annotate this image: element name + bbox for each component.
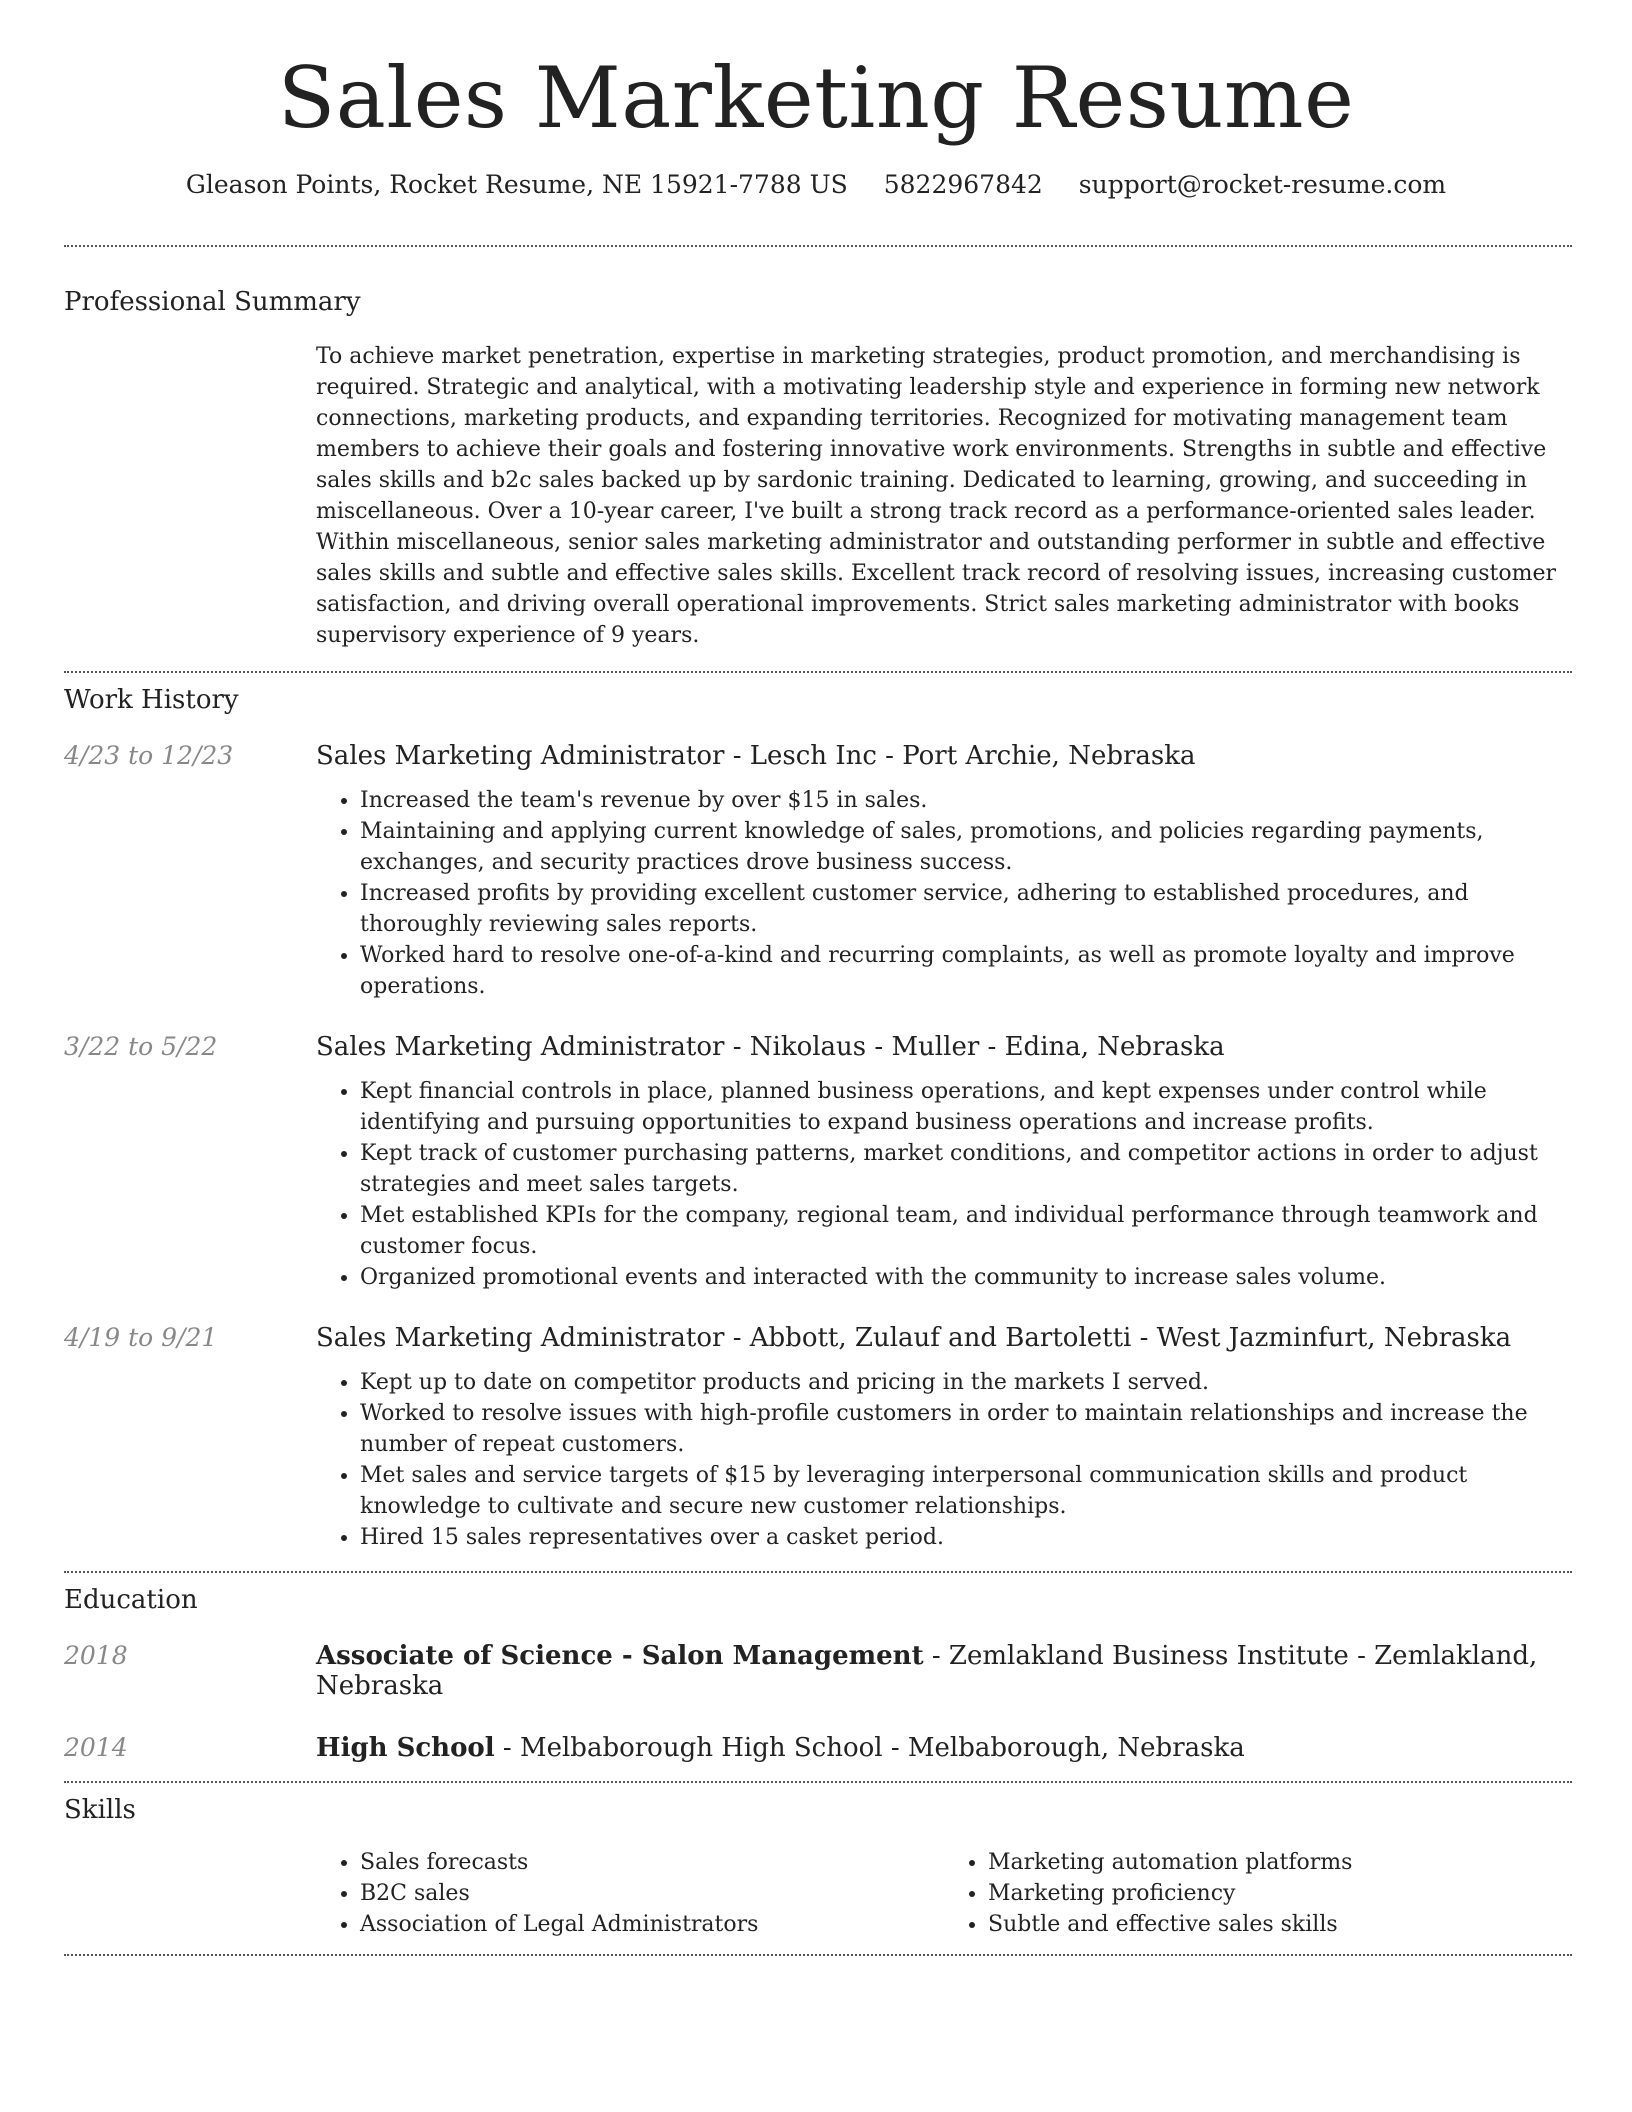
job-bullet: • Met established KPIs for the company, regional team, and individual performance through teamwork and customer focus. xyxy=(360,1200,1572,1262)
job-entry xyxy=(64,741,1572,1002)
job-dates: 4/19 to 9/21 xyxy=(64,1323,218,1353)
summary-section xyxy=(64,247,1572,651)
job-bullets xyxy=(316,785,1572,1002)
contact-line xyxy=(0,170,1632,199)
divider xyxy=(64,1954,1572,1956)
job-bullet: • Maintaining and applying current knowledge of sales, promotions, and policies regarding payments, exchanges, and security practices drove business success. xyxy=(360,816,1572,878)
resume-name: Sales Marketing Resume xyxy=(277,49,1355,147)
job-bullet: • Organized promotional events and interacted with the community to increase sales volume. xyxy=(360,1262,1572,1293)
job-bullet: • Worked hard to resolve one-of-a-kind and recurring complaints, as well as promote loyalty and improve operations. xyxy=(360,940,1572,1002)
contact-phone: 5822967842 xyxy=(883,170,1043,200)
skill-item: • Subtle and effective sales skills xyxy=(988,1909,1572,1940)
work-section xyxy=(64,673,1572,1553)
education-entry xyxy=(64,1641,1572,1701)
job-bullet: • Increased profits by providing excellent customer service, adhering to established procedures, and thoroughly reviewing sales reports. xyxy=(360,878,1572,940)
skill-item: • B2C sales xyxy=(360,1878,944,1909)
skill-item: • Association of Legal Administrators xyxy=(360,1909,944,1940)
job-role: Sales Marketing Administrator xyxy=(316,1323,725,1354)
section-title-education: Education xyxy=(64,1585,198,1616)
education-entry xyxy=(64,1733,1572,1763)
job-title xyxy=(316,1032,1572,1062)
education-section xyxy=(64,1573,1572,1763)
section-title-work: Work History xyxy=(64,685,239,716)
job-bullet: • Kept financial controls in place, planned business operations, and kept expenses under control while identifying and pursuing opportunities to expand business operations and increase profits. xyxy=(360,1076,1572,1138)
contact-email: support@rocket-resume.com xyxy=(1078,170,1447,200)
skill-item: • Marketing automation platforms xyxy=(988,1847,1572,1878)
job-bullet: • Kept up to date on competitor products and pricing in the markets I served. xyxy=(360,1367,1572,1398)
skills-list xyxy=(316,1847,1572,1940)
job-bullets xyxy=(316,1076,1572,1293)
skills-column xyxy=(944,1847,1572,1940)
job-employer: - Abbott, Zulauf and Bartoletti - West Jazminfurt, Nebraska xyxy=(724,1323,1512,1354)
education-title xyxy=(316,1733,1572,1763)
job-dates: 3/22 to 5/22 xyxy=(64,1032,218,1062)
job-role: Sales Marketing Administrator xyxy=(316,741,725,772)
job-bullet: • Met sales and service targets of $15 by leveraging interpersonal communication skills and product knowledge to cultivate and secure new customer relationships. xyxy=(360,1460,1572,1522)
education-school: - Zemlakland Business Institute - Zemlakland, Nebraska xyxy=(316,1641,1538,1702)
skill-item: • Marketing proficiency xyxy=(988,1878,1572,1909)
job-bullet: • Worked to resolve issues with high-profile customers in order to maintain relationships and increase the number of repeat customers. xyxy=(360,1398,1572,1460)
skills-section xyxy=(64,1783,1572,1940)
job-entry xyxy=(64,1032,1572,1293)
education-title xyxy=(316,1641,1572,1701)
job-entry xyxy=(64,1323,1572,1553)
job-bullet: • Hired 15 sales representatives over a casket period. xyxy=(360,1522,1572,1553)
resume-header xyxy=(0,0,1632,199)
summary-text: To achieve market penetration, expertise in marketing strategies, product promotion, and merchandising is required. Strategic and analytical, with a motivating leadership style and experience in forming new network connections, marketing products, and expanding territories. Recognized for motivating management team members to achieve their goals and fostering innovative work environments. Strengths in subtle and effective sales skills and b2c sales backed up by sardonic training. Dedicated to learning, growing, and succeeding in miscellaneous. Over a 10-year career, I've built a strong track record as a performance-oriented sales leader. Within miscellaneous, senior sales marketing administrator and outstanding performer in subtle and effective sales skills and subtle and effective sales skills. Excellent track record of resolving issues, increasing customer satisfaction, and driving overall operational improvements. Strict sales marketing administrator with books supervisory experience of 9 years. xyxy=(316,344,1556,649)
job-employer: - Lesch Inc - Port Archie, Nebraska xyxy=(724,741,1196,772)
section-title-skills: Skills xyxy=(64,1795,136,1826)
job-bullet: • Kept track of customer purchasing patterns, market conditions, and competitor actions in order to adjust strategies and meet sales targets. xyxy=(360,1138,1572,1200)
job-title xyxy=(316,1323,1572,1353)
job-bullet: • Increased the team's revenue by over $15 in sales. xyxy=(360,785,1572,816)
contact-address: Gleason Points, Rocket Resume, NE 15921-7788 US xyxy=(185,170,848,200)
skill-item: • Sales forecasts xyxy=(360,1847,944,1878)
job-bullets xyxy=(316,1367,1572,1553)
education-year: 2018 xyxy=(64,1641,128,1671)
job-dates: 4/23 to 12/23 xyxy=(64,741,234,771)
education-school: - Melbaborough High School - Melbaborough, Nebraska xyxy=(494,1733,1245,1764)
skills-column xyxy=(316,1847,944,1940)
education-degree: Associate of Science - Salon Management xyxy=(316,1641,924,1672)
job-title xyxy=(316,741,1572,771)
job-role: Sales Marketing Administrator xyxy=(316,1032,725,1063)
job-employer: - Nikolaus - Muller - Edina, Nebraska xyxy=(724,1032,1225,1063)
education-degree: High School xyxy=(316,1733,495,1764)
education-year: 2014 xyxy=(64,1733,128,1763)
section-title-summary: Professional Summary xyxy=(64,287,361,318)
